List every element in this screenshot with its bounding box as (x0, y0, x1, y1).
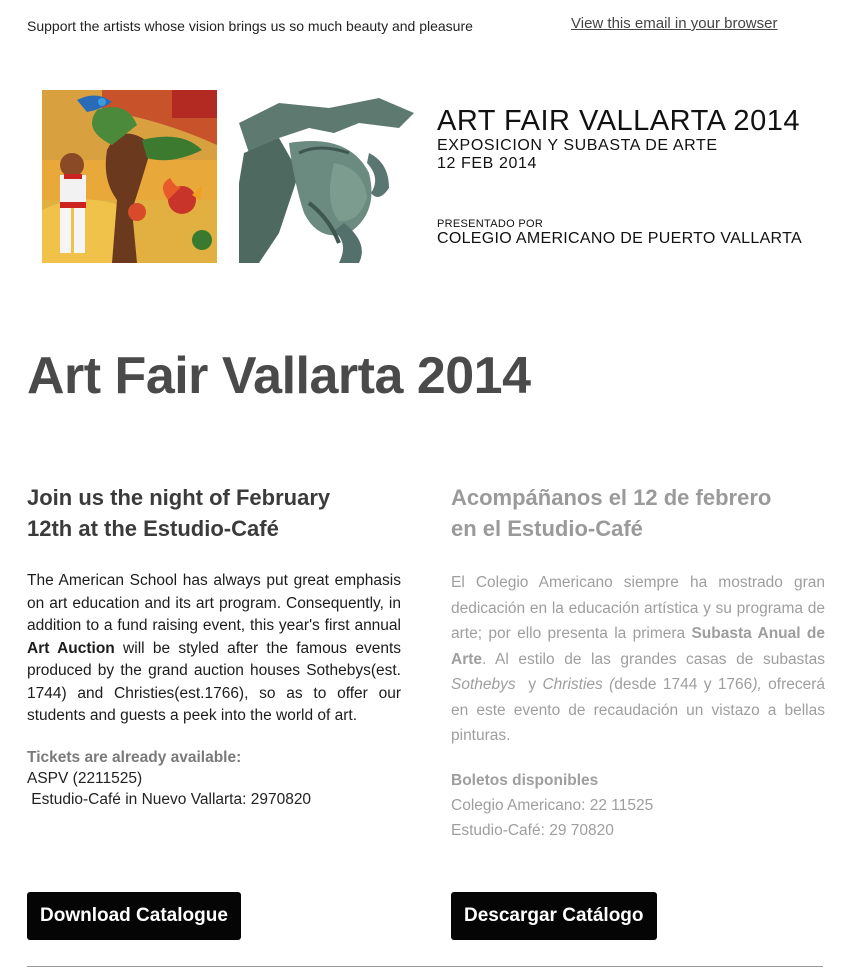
spanish-body-italic3: ), (752, 676, 762, 693)
spanish-tickets-heading: Boletos disponibles (451, 771, 599, 789)
view-in-browser-link[interactable]: View this email in your browser (571, 15, 778, 32)
english-ticket-line1: ASPV (2211525) (27, 769, 143, 787)
spanish-body-italic2: Christies ( (542, 676, 615, 693)
spanish-body-part1: El Colegio Americano siempre ha mostrado gran dedicación en la educación artística y su programa de arte; por ello presenta la primera (451, 574, 830, 642)
event-logo (437, 105, 800, 173)
spanish-ticket-line2: Estudio-Café: 29 70820 (451, 821, 614, 839)
spanish-column (451, 482, 830, 843)
folk-art-painting-image (42, 90, 217, 263)
english-heading-line2: 12th at the Estudio-Café (27, 516, 279, 541)
spanish-heading-line2: en el Estudio-Café (451, 516, 643, 541)
spanish-body-text (451, 570, 830, 749)
english-column (27, 482, 401, 810)
english-body-text (27, 570, 401, 728)
download-catalogue-button[interactable]: Download Catalogue (27, 892, 241, 940)
logo-date: 12 FEB 2014 (437, 155, 537, 172)
preheader-text: Support the artists whose vision brings us so much beauty and pleasure (27, 18, 473, 34)
english-body-part2: will be styled after the famous events produced by the grand auction houses Sothebys(est. 1744) and Christies(est.1766), so as to offer our students and guests a peek into the world of art. (27, 639, 401, 724)
spanish-heading (451, 482, 825, 544)
footer-divider (27, 966, 823, 967)
english-heading-line1: Join us the night of February (27, 485, 331, 510)
presented-by-label: PRESENTADO POR (437, 218, 544, 230)
logo-subtitle: EXPOSICION Y SUBASTA DE ARTE (437, 137, 718, 154)
spanish-heading-line1: Acompáñanos el 12 de febrero (451, 485, 772, 510)
bronze-sculpture-image (239, 93, 414, 263)
english-tickets-heading: Tickets are already available: (27, 748, 242, 766)
spanish-body-italic1: Sothebys (451, 676, 516, 693)
spanish-body-part2: . Al estilo de las grandes casas de subastas (482, 650, 830, 668)
descargar-catalogo-button[interactable]: Descargar Catálogo (451, 892, 657, 940)
english-body-bold: Art Auction (27, 639, 115, 657)
english-heading (27, 482, 401, 544)
school-name: COLEGIO AMERICANO DE PUERTO VALLARTA (437, 230, 802, 247)
spanish-body-bold: Subasta Anual de Arte (451, 625, 829, 668)
english-body-part1: The American School has always put great emphasis on art education and its art program. Consequently, in addition to a fund raising event, this year's first annual (27, 572, 401, 634)
spanish-body-part4: desde 1744 y 1766 (614, 676, 753, 693)
spanish-ticket-line1: Colegio Americano: 22 11525 (451, 796, 654, 814)
english-tickets (27, 747, 401, 810)
page-title: Art Fair Vallarta 2014 (27, 347, 531, 405)
spanish-body-part3: y (515, 676, 543, 693)
logo-title: ART FAIR VALLARTA 2014 (437, 105, 800, 137)
spanish-tickets (451, 768, 825, 843)
english-ticket-line2: Estudio-Café in Nuevo Vallarta: 2970820 (27, 790, 312, 808)
spanish-body-part5: ofrecerá en este evento de recaudación un vistazo a bellas pinturas. (451, 676, 830, 744)
